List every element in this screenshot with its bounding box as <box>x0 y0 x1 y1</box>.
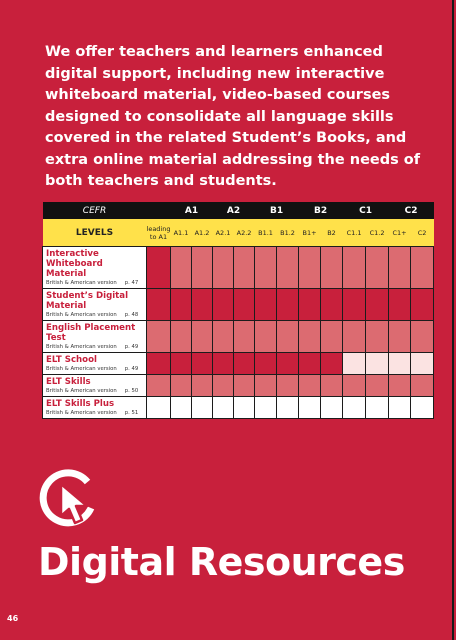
product-row <box>43 321 434 353</box>
level-label: B1.2 <box>277 219 299 247</box>
product-row <box>43 353 434 375</box>
level-cell <box>321 397 343 419</box>
product-name: Student’s Digital Material <box>46 291 129 311</box>
level-cell <box>192 375 213 397</box>
product-name: ELT Skills <box>46 377 91 387</box>
cursor-click-icon <box>38 466 100 528</box>
level-cell <box>147 353 171 375</box>
level-cell <box>277 247 299 289</box>
level-cell <box>343 321 366 353</box>
levels-row <box>43 219 434 247</box>
level-cell <box>343 247 366 289</box>
level-cell <box>366 289 389 321</box>
level-cell <box>411 247 434 289</box>
level-label: A2.1 <box>213 219 234 247</box>
cefr-group: B2 <box>299 202 343 219</box>
level-cell <box>171 321 192 353</box>
level-cell <box>366 247 389 289</box>
level-label: A1.1 <box>171 219 192 247</box>
level-cell <box>321 289 343 321</box>
product-row <box>43 247 434 289</box>
level-cell <box>299 375 321 397</box>
product-version: British & American version <box>46 366 117 372</box>
level-cell <box>277 375 299 397</box>
level-cell <box>366 375 389 397</box>
level-label: B1+ <box>299 219 321 247</box>
level-cell <box>411 321 434 353</box>
level-label: C1.1 <box>343 219 366 247</box>
product-cell <box>43 353 147 375</box>
level-cell <box>147 375 171 397</box>
level-label: leading to A1 <box>147 219 171 247</box>
product-name: ELT School <box>46 355 97 365</box>
level-cell <box>192 247 213 289</box>
level-cell <box>234 397 255 419</box>
level-cell <box>213 289 234 321</box>
product-meta <box>46 343 143 351</box>
cefr-group: A2 <box>213 202 255 219</box>
level-cell <box>277 321 299 353</box>
product-meta <box>46 409 143 417</box>
level-cell <box>389 321 411 353</box>
product-version: British & American version <box>46 344 117 350</box>
level-cell <box>411 397 434 419</box>
level-cell <box>277 353 299 375</box>
level-cell <box>171 289 192 321</box>
level-cell <box>255 397 277 419</box>
cefr-group: A1 <box>171 202 213 219</box>
level-label: A1.2 <box>192 219 213 247</box>
product-meta <box>46 387 143 395</box>
level-cell <box>213 247 234 289</box>
level-cell <box>321 247 343 289</box>
product-meta <box>46 365 143 373</box>
level-cell <box>213 321 234 353</box>
level-cell <box>389 353 411 375</box>
level-cell <box>192 289 213 321</box>
level-cell <box>255 353 277 375</box>
level-cell <box>234 321 255 353</box>
level-cell <box>234 375 255 397</box>
product-meta <box>46 311 143 319</box>
level-cell <box>147 247 171 289</box>
level-cell <box>255 289 277 321</box>
level-label: C1+ <box>389 219 411 247</box>
level-label: C2 <box>411 219 434 247</box>
product-row <box>43 289 434 321</box>
product-page-ref: p. 50 <box>124 388 139 394</box>
product-cell <box>43 321 147 353</box>
level-cell <box>389 375 411 397</box>
level-cell <box>389 247 411 289</box>
page-title: Digital Resources <box>38 540 405 584</box>
level-cell <box>411 375 434 397</box>
level-cell <box>255 321 277 353</box>
page-number: 46 <box>7 614 19 623</box>
product-cell <box>43 289 147 321</box>
level-cell <box>234 247 255 289</box>
level-cell <box>234 289 255 321</box>
cefr-group: C1 <box>343 202 389 219</box>
level-cell <box>343 375 366 397</box>
level-cell <box>192 353 213 375</box>
level-cell <box>343 397 366 419</box>
level-cell <box>277 289 299 321</box>
product-page-ref: p. 47 <box>124 280 139 286</box>
product-name: Interactive Whiteboard Material <box>46 249 103 279</box>
level-cell <box>321 353 343 375</box>
product-name: English Placement Test <box>46 323 136 343</box>
level-cell <box>299 397 321 419</box>
product-row <box>43 397 434 419</box>
level-cell <box>321 375 343 397</box>
cefr-label: CEFR <box>43 202 147 219</box>
level-cell <box>299 353 321 375</box>
level-cell <box>366 353 389 375</box>
level-cell <box>343 289 366 321</box>
product-page-ref: p. 49 <box>124 344 139 350</box>
level-cell <box>389 289 411 321</box>
level-cell <box>171 247 192 289</box>
product-page-ref: p. 48 <box>124 312 139 318</box>
level-label: C1.2 <box>366 219 389 247</box>
level-cell <box>411 353 434 375</box>
cefr-row <box>43 202 434 219</box>
level-cell <box>147 289 171 321</box>
level-cell <box>299 289 321 321</box>
level-cell <box>343 353 366 375</box>
level-cell <box>192 397 213 419</box>
level-cell <box>299 321 321 353</box>
level-label: B2 <box>321 219 343 247</box>
level-cell <box>213 375 234 397</box>
level-cell <box>389 397 411 419</box>
levels-label: LEVELS <box>43 219 147 247</box>
product-version: British & American version <box>46 312 117 318</box>
level-cell <box>321 321 343 353</box>
level-cell <box>192 321 213 353</box>
product-page-ref: p. 49 <box>124 366 139 372</box>
level-cell <box>411 289 434 321</box>
level-label: B1.1 <box>255 219 277 247</box>
level-cell <box>255 375 277 397</box>
product-version: British & American version <box>46 410 117 416</box>
level-cell <box>147 321 171 353</box>
level-cell <box>213 397 234 419</box>
level-cell <box>277 397 299 419</box>
cefr-group: B1 <box>255 202 299 219</box>
product-cell <box>43 397 147 419</box>
product-page-ref: p. 51 <box>124 410 139 416</box>
level-cell <box>366 321 389 353</box>
products-level-table <box>42 202 434 419</box>
product-row <box>43 375 434 397</box>
page-edge-line <box>452 0 454 640</box>
product-cell <box>43 375 147 397</box>
level-cell <box>171 397 192 419</box>
cefr-group: C2 <box>389 202 434 219</box>
level-cell <box>171 353 192 375</box>
level-cell <box>234 353 255 375</box>
level-label: A2.2 <box>234 219 255 247</box>
level-cell <box>213 353 234 375</box>
product-meta <box>46 279 143 287</box>
product-cell <box>43 247 147 289</box>
product-version: British & American version <box>46 280 117 286</box>
level-cell <box>366 397 389 419</box>
product-name: ELT Skills Plus <box>46 399 115 409</box>
level-cell <box>171 375 192 397</box>
level-cell <box>147 397 171 419</box>
intro-paragraph: We offer teachers and learners enhanced digital support, including new interactive whiteboard material, video-based courses designed to consolidate all language skills covered in the related Student’s Books, and extra online material addressing the needs of both teachers and students. <box>45 44 421 189</box>
level-cell <box>255 247 277 289</box>
product-version: British & American version <box>46 388 117 394</box>
level-cell <box>299 247 321 289</box>
